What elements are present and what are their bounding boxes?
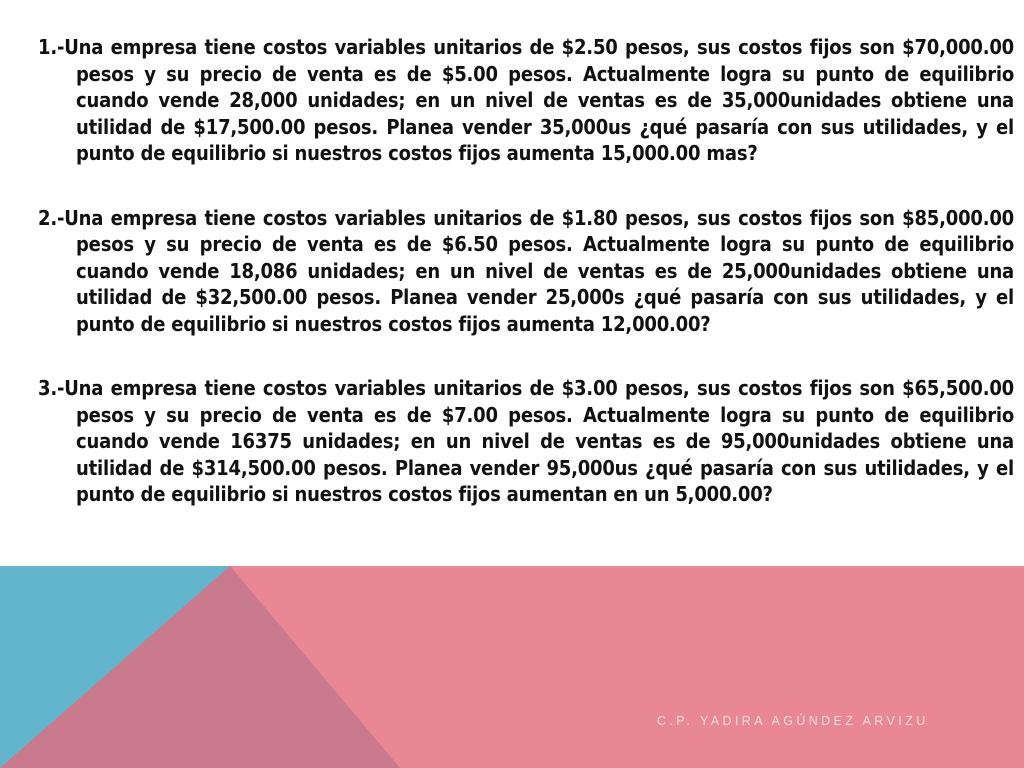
author-name: C.P. YADIRA AGÚNDEZ ARVIZU [657,714,929,728]
problem-3-number: 3.- [38,376,65,400]
footer-shapes [0,566,1024,768]
problem-2-text: Una empresa tiene costos variables unitarios de $1.80 pesos, sus costos fijos son $85,000.00 pesos y su precio de venta es de $6.50 pesos. Actualmente logra su punto de equilibrio cuando vende 18,086 unidades; en un nivel de ventas es de 25,000unidades obtiene una utilidad de $32,500.00 pesos. Planea vender 25,000s ¿qué pasaría con sus utilidades, y el punto de equilibrio si nuestros costos fijos aumenta 12,000.00? [64,205,1014,336]
problem-3-text: Una empresa tiene costos variables unitarios de $3.00 pesos, sus costos fijos son $65,500.00 pesos y su precio de venta es de $7.00 pesos. Actualmente logra su punto de equilibrio cuando vende 16375 unidades; en un nivel de ventas es de 95,000unidades obtiene una utilidad de $314,500.00 pesos. Planea vender 95,000us ¿qué pasaría con sus utilidades, y el punto de equilibrio si nuestros costos fijos aumentan en un 5,000.00? [64,376,1014,506]
problem-2 [38,205,1014,338]
problem-2-number: 2.- [38,205,65,230]
slide-content [38,34,1014,546]
problem-1 [38,34,1014,167]
problem-1-text: Una empresa tiene costos variables unitarios de $2.50 pesos, sus costos fijos son $70,000.00 pesos y su precio de venta es de $5.00 pesos. Actualmente logra su punto de equilibrio cuando vende 28,000 unidades; en un nivel de ventas es de 35,000unidades obtiene una utilidad de $17,500.00 pesos. Planea vender 35,000us ¿qué pasaría con sus utilidades, y el punto de equilibrio si nuestros costos fijos aumenta 15,000.00 mas? [64,35,1014,165]
problem-3 [38,375,1014,508]
footer-decoration [0,566,1024,768]
problem-1-number: 1.- [38,35,65,59]
